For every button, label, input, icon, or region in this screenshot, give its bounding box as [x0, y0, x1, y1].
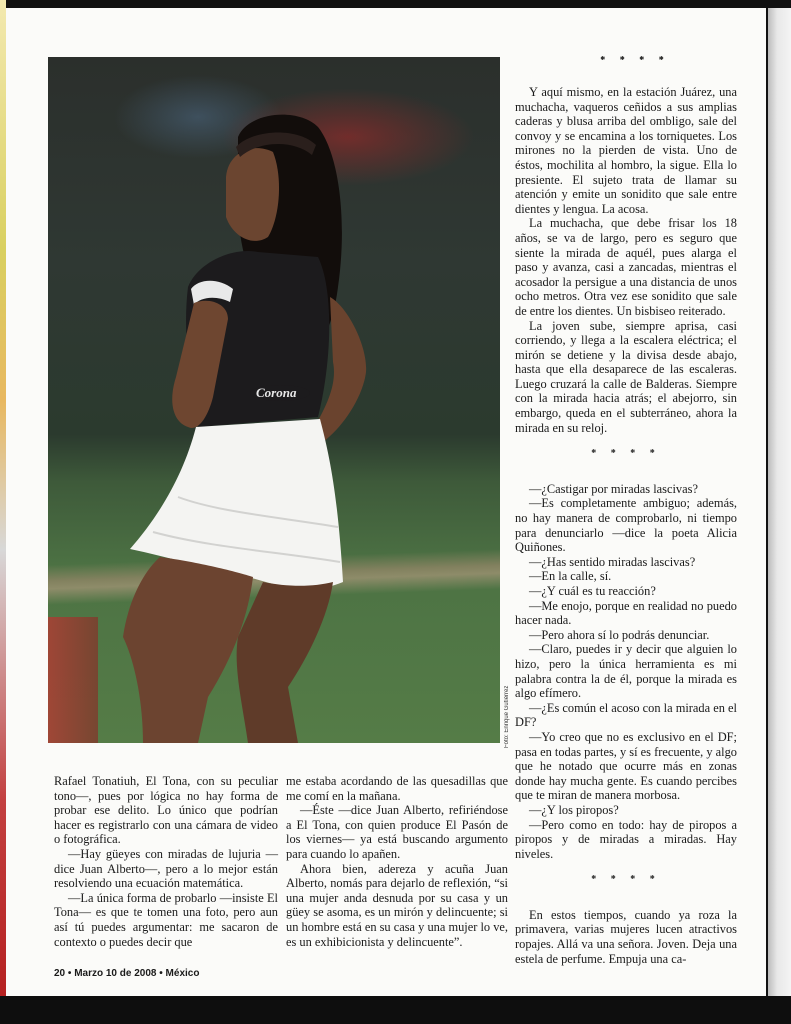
issue-date: Marzo 10 de 2008 — [74, 968, 157, 979]
paragraph: —La única forma de probarlo —insiste El Tona— es que te tomen una foto, pero aun así tú puedes argumentar: me sacaron de contexto o puedes decir que — [54, 890, 278, 949]
dialogue-line: —Yo creo que no es exclusivo en el DF; pasa en todas partes, y sí es frecuente, y algo que he notado que ocurre más en zonas donde hay mucha gente. Es cuando percibes que te miran de manera morbosa. — [515, 729, 737, 803]
paragraph: —Éste —dice Juan Alberto, refiriéndose a El Tona, con quien produce El Pasón de los viernes— ya está buscando argumento para cuando lo apañen. — [286, 803, 508, 861]
publication-name: México — [165, 968, 200, 979]
paragraph: La muchacha, que debe frisar los 18 años, se va de largo, pero es seguro que siente la mirada de aquél, pues alarga el paso y avanza, casi a zancadas, mientras el acosador la persigue a una distancia de unos ocho metros. Otra vez ese sonidito que sale de entre los dientes. Un bisbiseo reiterado. — [515, 216, 737, 318]
shirt-logo-text: Corona — [256, 385, 297, 400]
paragraph: Rafael Tonatiuh, El Tona, con su peculiar tono—, pues por lógica no hay forma de probar ese delito. Lo único que podrían hacer es registrarlo con una cámara de video o fotográfica. — [54, 774, 278, 847]
article-photo — [48, 57, 500, 743]
dialogue-line: —Pero como en todo: hay de piropos a piropos y de miradas a miradas. Hay niveles. — [515, 817, 737, 861]
section-divider: * * * * — [591, 448, 661, 460]
page-number: 20 — [54, 968, 66, 979]
dialogue-line: —Es completamente ambiguo; además, no hay manera de comprobarlo, ni tiempo para denunciarlo —dice la poeta Alicia Quiñones. — [515, 496, 737, 555]
dialogue-line: —Claro, puedes ir y decir que alguien lo hizo, pero la única herramienta es mi palabra contra la de él, porque la mirada es algo efímero. — [515, 642, 737, 701]
magazine-page — [6, 8, 766, 996]
dialogue-line: —En la calle, sí. — [529, 569, 612, 584]
dialogue-line: —Me enojo, porque en realidad no puedo hacer nada. — [515, 598, 737, 628]
paragraph: —Hay güeyes con miradas de lujuria —dice Juan Alberto—, pero a lo mejor están resolviendo una ecuación matemática. — [54, 846, 278, 891]
paragraph: Ahora bien, adereza y acuña Juan Alberto, nomás para dejarlo de reflexión, “si una mujer anda desnuda por su casa y un güey se asoma, es un mirón y delincuente; si un hombre está en su casa y una mujer lo ve, es un exhibicionista y delincuente”. — [286, 861, 508, 949]
dialogue-line: —Pero ahora sí lo podrás denunciar. — [529, 627, 710, 642]
paragraph: Y aquí mismo, en la estación Juárez, una muchacha, vaqueros ceñidos a sus amplias caderas y blusa arriba del ombligo, sale del convoy y se encamina a los torniquetes. Los mirones no la pierden de vista. Uno de éstos, mochilita al hombro, la sigue. Ella lo presiente. El sujeto trata de llamar su atención y emite un sonidito que sale entre dientes y lengua. La acosa. — [515, 85, 737, 216]
dialogue-line: —¿Y los piropos? — [529, 802, 619, 817]
next-page-edge — [768, 8, 791, 996]
photo-figure — [48, 57, 500, 743]
paragraph: me estaba acordando de las quesadillas que me comí en la mañana. — [286, 774, 508, 803]
photo-credit: Foto: Enrique Gutiérrez — [504, 685, 510, 748]
scanner-background — [0, 996, 791, 1024]
top-section-divider: * * * * — [600, 55, 670, 66]
dialogue-line: —¿Y cuál es tu reacción? — [529, 584, 656, 598]
dialogue-line: —¿Es común el acoso con la mirada en el DF? — [515, 700, 737, 730]
paragraph: La joven sube, siempre aprisa, casi corriendo, y llega a la escalera eléctrica; el mirón se detiene y la divisa desde abajo, hasta que ella desaparece de las escaleras. Luego cruzará la calle de Balderas. Siempre con la mirada hacia atrás; el abejorro, sin embargo, queda en el subterráneo, ahora la mirada en su reloj. — [515, 318, 737, 435]
dialogue-line: —¿Castigar por miradas lascivas? — [529, 481, 698, 496]
page-footer — [54, 968, 199, 979]
paragraph: En estos tiempos, cuando ya roza la primavera, varias mujeres lucen atractivos ropajes. Allá va una señora. Joven. Deja una estela de perfume. Empuja una ca- — [515, 907, 737, 966]
column-left — [54, 774, 278, 949]
column-right — [515, 85, 737, 966]
footer-separator: • — [67, 968, 72, 979]
column-middle — [286, 774, 508, 949]
footer-separator: • — [159, 968, 163, 979]
dialogue-line: —¿Has sentido miradas lascivas? — [529, 554, 696, 569]
section-divider: * * * * — [591, 874, 661, 886]
